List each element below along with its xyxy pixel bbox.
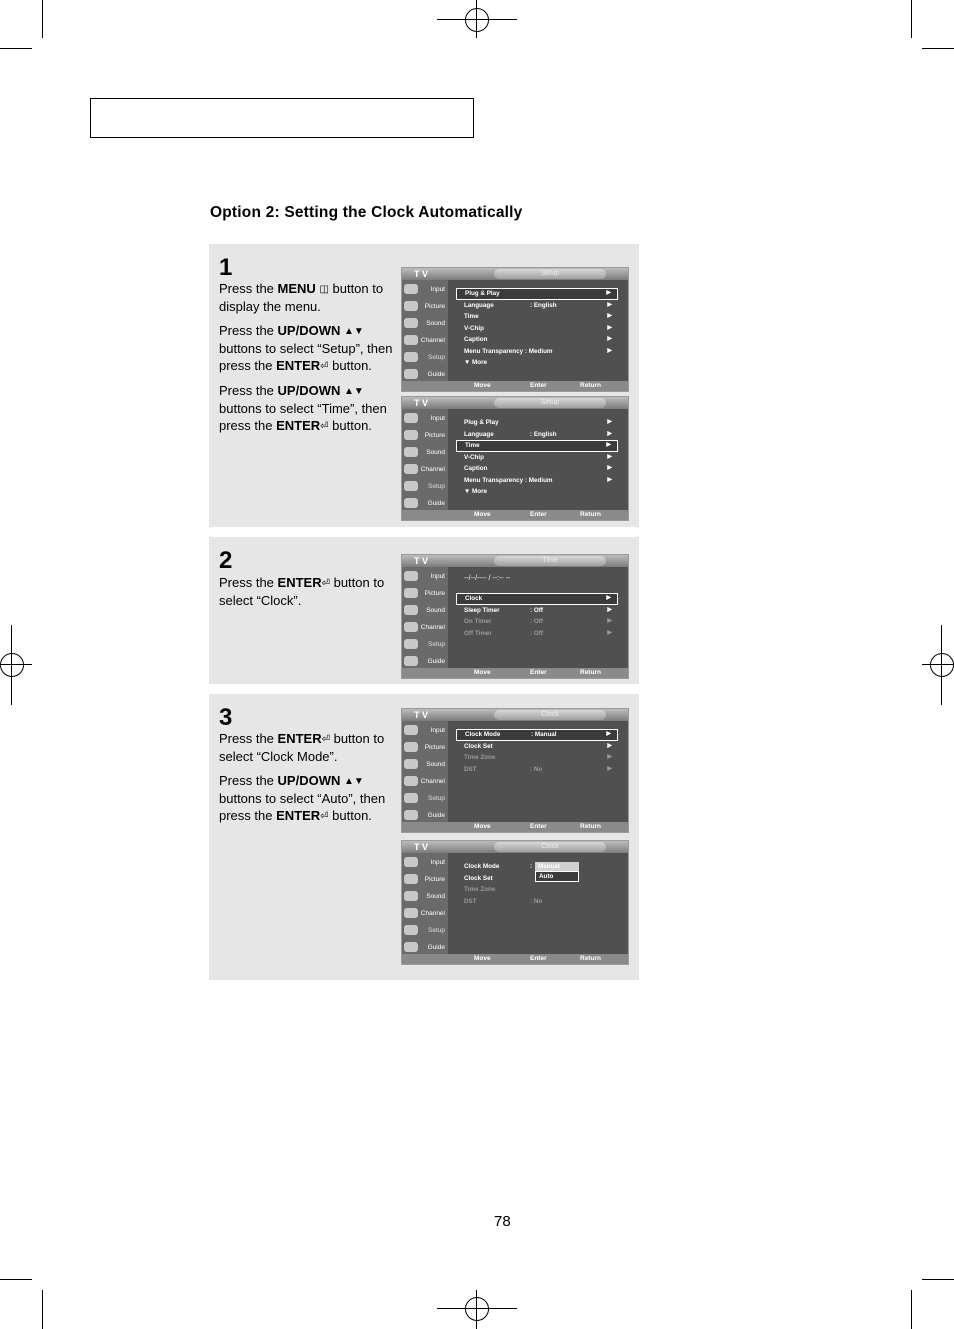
enter-icon: ⏎ (321, 578, 330, 590)
tv-sidebar (402, 567, 448, 668)
registration-mark (0, 653, 24, 677)
option-auto[interactable]: Auto (535, 871, 579, 882)
menu-item[interactable]: Menu Transparency : Medium ▶ (464, 347, 612, 355)
menu-item[interactable]: V-Chip ▶ (464, 324, 612, 332)
sidebar-item-picture[interactable]: Picture (402, 870, 448, 887)
menu-item[interactable]: Clock Mode : Manual ▶ (456, 729, 618, 741)
step-3-instructions: Press the ENTER⏎ button to select “Clock Mode”. Press the UP/DOWN ▲▼ buttons to select “Auto”, then press the ENTER⏎ button. (219, 730, 394, 832)
crop-mark (922, 48, 954, 49)
tv-footer: Move Enter Return (402, 668, 628, 678)
tv-screen-setup (401, 267, 629, 392)
menu-item[interactable]: Caption ▶ (464, 336, 612, 343)
sidebar-item-channel[interactable]: Channel (402, 772, 448, 789)
registration-mark (465, 8, 489, 32)
sidebar-item-guide[interactable]: Guide (402, 806, 448, 823)
up-down-arrows-icon: ▲▼ (344, 776, 364, 788)
menu-item[interactable]: Caption ▶ (464, 465, 612, 472)
tv-screen-clock-mode (401, 840, 629, 965)
registration-mark (930, 653, 954, 677)
sidebar-item-setup[interactable]: Setup (402, 477, 448, 494)
menu-title: Clock (494, 710, 606, 720)
sidebar-item-guide[interactable]: Guide (402, 652, 448, 669)
menu-title: Setup (494, 269, 606, 279)
menu-title: Setup (494, 398, 606, 408)
menu-item[interactable]: Off Timer : Off ▶ (464, 629, 612, 637)
menu-item[interactable]: Time ▶ (456, 440, 618, 452)
sidebar-item-sound[interactable]: Sound (402, 887, 448, 904)
tv-logo: T V (414, 842, 429, 852)
sidebar-item-channel[interactable]: Channel (402, 331, 448, 348)
tv-sidebar (402, 853, 448, 954)
up-down-arrows-icon: ▲▼ (344, 386, 364, 398)
clock-display: --/--/---- / --:-- -- (464, 575, 511, 582)
more-item[interactable]: ▼ More (464, 359, 488, 366)
sidebar-item-sound[interactable]: Sound (402, 601, 448, 618)
tv-footer: Move Enter Return (402, 822, 628, 832)
enter-icon: ⏎ (320, 811, 329, 823)
sidebar-item-setup[interactable]: Setup (402, 921, 448, 938)
sidebar-item-sound[interactable]: Sound (402, 314, 448, 331)
menu-list (456, 573, 618, 639)
tv-footer: Move Enter Return (402, 954, 628, 964)
sidebar-item-channel[interactable]: Channel (402, 618, 448, 635)
step-number: 3 (219, 704, 233, 731)
sidebar-item-picture[interactable]: Picture (402, 738, 448, 755)
header-box (90, 98, 474, 138)
sidebar-item-input[interactable]: Input (402, 280, 448, 297)
enter-icon: ⏎ (320, 421, 329, 433)
sidebar-item-picture[interactable]: Picture (402, 297, 448, 314)
tv-logo: T V (414, 710, 429, 720)
sidebar-item-input[interactable]: Input (402, 409, 448, 426)
crop-mark (0, 1279, 32, 1280)
up-down-arrows-icon: ▲▼ (344, 326, 364, 338)
crop-mark (42, 0, 43, 38)
tv-sidebar (402, 409, 448, 510)
tv-footer: Move Enter Return (402, 510, 628, 520)
sidebar-item-setup[interactable]: Setup (402, 635, 448, 652)
sidebar-item-setup[interactable]: Setup (402, 789, 448, 806)
sidebar-item-channel[interactable]: Channel (402, 460, 448, 477)
tv-screen-time (401, 554, 629, 679)
tv-sidebar (402, 280, 448, 381)
step-1-panel (209, 244, 639, 527)
sidebar-item-input[interactable]: Input (402, 721, 448, 738)
menu-item[interactable]: DST : No ▶ (464, 765, 612, 773)
section-title: Option 2: Setting the Clock Automatically (210, 204, 523, 221)
step-number: 2 (219, 547, 233, 574)
menu-item[interactable]: Menu Transparency : Medium ▶ (464, 476, 612, 484)
registration-mark (465, 1297, 489, 1321)
step-number: 1 (219, 254, 233, 281)
menu-item[interactable]: Clock ▶ (456, 593, 618, 605)
menu-list (456, 729, 618, 775)
sidebar-item-picture[interactable]: Picture (402, 426, 448, 443)
crop-mark (0, 48, 32, 49)
sidebar-item-sound[interactable]: Sound (402, 755, 448, 772)
step-2-panel (209, 537, 639, 684)
menu-title: Clock (494, 842, 606, 852)
more-item[interactable]: ▼ More (464, 488, 488, 495)
tv-logo: T V (414, 398, 429, 408)
menu-item[interactable]: Clock Set (464, 874, 493, 882)
page-number: 78 (494, 1213, 511, 1230)
tv-screen-setup-time (401, 396, 629, 521)
crop-mark (42, 1290, 43, 1329)
menu-title: Time (494, 556, 606, 566)
tv-logo: T V (414, 556, 429, 566)
step-3-panel (209, 694, 639, 980)
menu-item[interactable]: Plug & Play ▶ (456, 288, 618, 300)
crop-mark (911, 0, 912, 38)
menu-item[interactable]: Time Zone (464, 886, 496, 893)
sidebar-item-guide[interactable]: Guide (402, 494, 448, 511)
clock-mode-popup (535, 862, 579, 882)
crop-mark (911, 1290, 912, 1329)
menu-item[interactable]: V-Chip ▶ (464, 453, 612, 461)
menu-item[interactable]: Clock Set ▶ (464, 742, 612, 750)
crop-mark (922, 1279, 954, 1280)
tv-sidebar (402, 721, 448, 822)
menu-item[interactable]: Plug & Play ▶ (464, 419, 612, 426)
menu-item[interactable]: On Timer : Off ▶ (464, 618, 612, 625)
sidebar-item-picture[interactable]: Picture (402, 584, 448, 601)
tv-footer: Move Enter Return (402, 381, 628, 391)
sidebar-item-input[interactable]: Input (402, 567, 448, 584)
tv-logo: T V (414, 269, 429, 279)
step-1-instructions: Press the MENU ◫ button to display the menu. Press the UP/DOWN ▲▼ buttons to select “Setup”, then press the ENTER⏎ button. Press the UP/DOWN ▲▼ buttons to select “Time”, then press the ENTER⏎ button. (219, 280, 394, 442)
menu-item[interactable]: Language : English ▶ (464, 430, 612, 438)
sidebar-item-setup[interactable]: Setup (402, 348, 448, 365)
sidebar-item-input[interactable]: Input (402, 853, 448, 870)
tv-screen-clock (401, 708, 629, 833)
step-2-instructions: Press the ENTER⏎ button to select “Clock”. (219, 575, 385, 609)
enter-icon: ⏎ (321, 734, 330, 746)
menu-list (456, 417, 618, 498)
sidebar-item-channel[interactable]: Channel (402, 904, 448, 921)
menu-list (456, 288, 618, 369)
menu-item[interactable]: Time ▶ (464, 313, 612, 320)
menu-item[interactable]: Sleep Timer : Off ▶ (464, 606, 612, 614)
menu-icon: ◫ (319, 284, 329, 296)
enter-icon: ⏎ (320, 361, 329, 373)
menu-item[interactable]: Clock Mode : (464, 863, 533, 870)
sidebar-item-sound[interactable]: Sound (402, 443, 448, 460)
menu-item[interactable]: Language : English ▶ (464, 301, 612, 309)
sidebar-item-guide[interactable]: Guide (402, 938, 448, 955)
option-manual[interactable]: Manual (535, 862, 579, 871)
sidebar-item-guide[interactable]: Guide (402, 365, 448, 382)
menu-item[interactable]: Time Zone ▶ (464, 754, 612, 761)
menu-item[interactable]: DST : No (464, 897, 543, 905)
